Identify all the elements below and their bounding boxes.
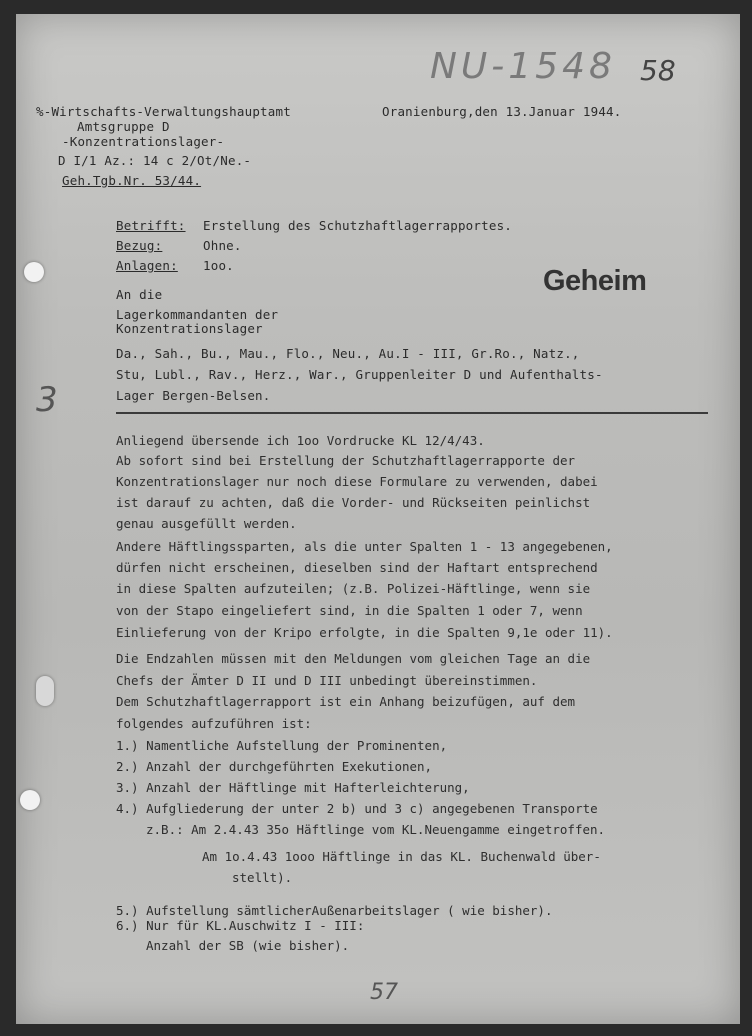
body-line: z.B.: Am 2.4.43 35o Häftlinge vom KL.Neuengamme eingetroffen. [146, 822, 606, 837]
divider-rule [116, 412, 708, 414]
body-line: 4.) Aufgliederung der unter 2 b) und 3 c) angegebenen Transporte [116, 801, 598, 816]
org-line-1: %-Wirtschafts-Verwaltungshauptamt [36, 104, 291, 119]
margin-mark: 3 [36, 380, 58, 420]
recipient-line: Stu, Lubl., Rav., Herz., War., Gruppenleiter D und Aufenthalts- [116, 367, 603, 382]
body-line: Ab sofort sind bei Erstellung der Schutzhaftlagerrapporte der [116, 453, 576, 468]
place-date: Oranienburg,den 13.Januar 1944. [382, 104, 622, 119]
body-line: 2.) Anzahl der durchgeführten Exekutionen, [116, 759, 433, 774]
recipient-line: Da., Sah., Bu., Mau., Flo., Neu., Au.I - III, Gr.Ro., Natz., [116, 346, 580, 361]
body-line: Am 1o.4.43 1ooo Häftlinge in das KL. Buchenwald über- [202, 849, 601, 864]
body-line: Anzahl der SB (wie bisher). [146, 938, 350, 953]
body-line: Andere Häftlingssparten, als die unter Spalten 1 - 13 angegebenen, [116, 539, 613, 554]
body-line: 3.) Anzahl der Häftlinge mit Hafterleichterung, [116, 780, 470, 795]
body-line: Dem Schutzhaftlagerrapport ist ein Anhang beizufügen, auf dem [116, 694, 576, 709]
body-line: Anliegend übersende ich 1oo Vordrucke KL 12/4/43. [116, 433, 485, 448]
page-number-bottom: 57 [370, 980, 398, 1005]
subject-label: Betrifft: [116, 218, 186, 233]
secret-stamp: Geheim [543, 265, 647, 297]
body-line: 5.) Aufstellung sämtlicherAußenarbeitslager ( wie bisher). [116, 903, 553, 918]
body-line: 6.) Nur für KL.Auschwitz I - III: [116, 918, 365, 933]
org-line-2: Amtsgruppe D [77, 119, 170, 134]
diary-number: Geh.Tgb.Nr. 53/44. [62, 173, 202, 188]
reference-text: Ohne. [203, 238, 242, 253]
body-line: in diese Spalten aufzuteilen; (z.B. Polizei-Häftlinge, wenn sie [116, 581, 591, 596]
org-line-3: -Konzentrationslager- [62, 134, 225, 149]
reference-label: Bezug: [116, 238, 163, 253]
body-line: folgendes aufzuführen ist: [116, 716, 312, 731]
archive-number: NU-1548 [430, 46, 616, 87]
file-reference: D I/1 Az.: 14 c 2/Ot/Ne.- [58, 153, 252, 168]
body-line: Konzentrationslager nur noch diese Formulare zu verwenden, dabei [116, 474, 598, 489]
recipient-line: Konzentrationslager [116, 321, 263, 336]
punch-hole-bottom [20, 790, 40, 810]
body-line: 1.) Namentliche Aufstellung der Prominenten, [116, 738, 448, 753]
recipient-line: An die [116, 287, 163, 302]
body-line: stellt). [232, 870, 293, 885]
page-number-top: 58 [640, 54, 676, 87]
body-line: ist darauf zu achten, daß die Vorder- und Rückseiten peinlichst [116, 495, 591, 510]
attachments-label: Anlagen: [116, 258, 178, 273]
body-line: Die Endzahlen müssen mit den Meldungen vom gleichen Tage an die [116, 651, 591, 666]
subject-text: Erstellung des Schutzhaftlagerrapportes. [203, 218, 513, 233]
body-line: Einlieferung von der Kripo erfolgte, in die Spalten 9,1e oder 11). [116, 625, 613, 640]
body-line: von der Stapo eingeliefert sind, in die Spalten 1 oder 7, wenn [116, 603, 583, 618]
recipient-line: Lagerkommandanten der [116, 307, 279, 322]
punch-hole-top [24, 262, 44, 282]
punch-hole-middle [36, 676, 54, 706]
recipient-line: Lager Bergen-Belsen. [116, 388, 271, 403]
body-line: genau ausgefüllt werden. [116, 516, 297, 531]
body-line: dürfen nicht erscheinen, dieselben sind der Haftart entsprechend [116, 560, 598, 575]
body-line: Chefs der Ämter D II und D III unbedingt übereinstimmen. [116, 673, 538, 688]
attachments-text: 1oo. [203, 258, 234, 273]
